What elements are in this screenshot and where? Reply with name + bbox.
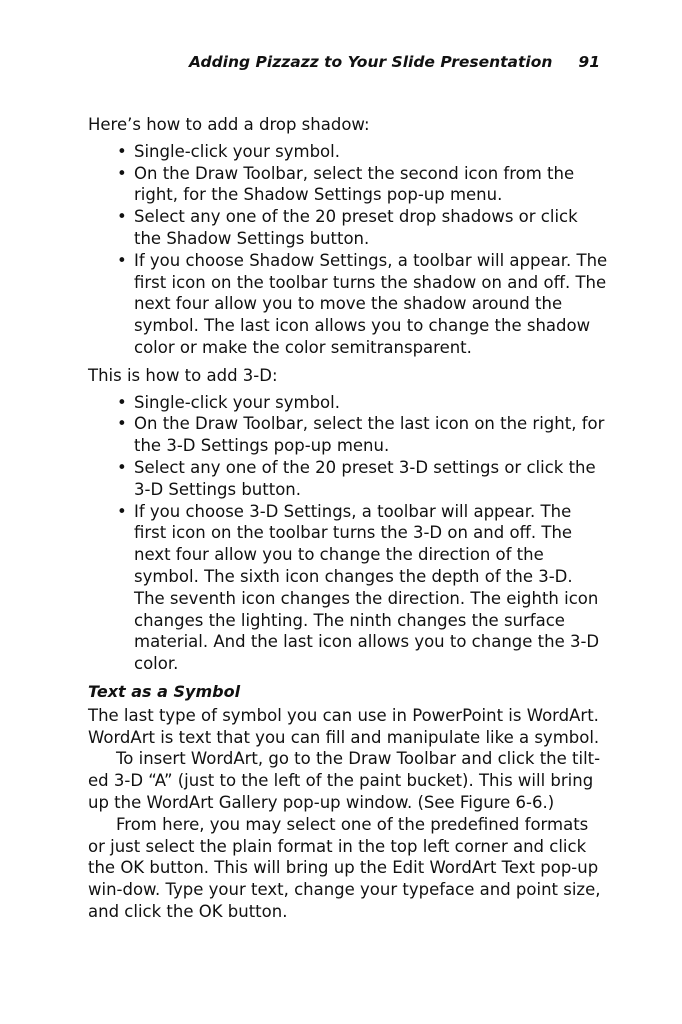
body-paragraph: To insert WordArt, go to the Draw Toolbar and click the tilt-ed 3-D “A” (just to the left of the paint bucket). This will bring up the WordArt Gallery pop-up window. (See Figure 6-6.)	[88, 749, 601, 812]
list-item-text: If you choose Shadow Settings, a toolbar will appear. The first icon on the toolbar turns the shadow on and off. The next four allow you to move the shadow around the symbol. The last icon allows you to change the shadow color or make the color semitransparent.	[134, 250, 608, 357]
bullet-icon: •	[117, 207, 127, 227]
bullet-icon: •	[117, 414, 127, 434]
body-paragraph: From here, you may select one of the predefined formats or just select the plain format in the top left corner and click the OK button. This will bring up the Edit WordArt Text pop-up win-dow. Type your text, change your typeface and point size, and click the OK button.	[88, 814, 601, 921]
bullet-icon: •	[117, 392, 127, 412]
bullet-icon: •	[117, 141, 127, 161]
running-header	[0, 53, 600, 71]
bullet-icon: •	[117, 501, 127, 521]
list-item-text: Single-click your symbol.	[134, 392, 340, 412]
body-paragraph: The last type of symbol you can use in PowerPoint is WordArt. WordArt is text that you can fill and manipulate like a symbol.	[88, 705, 600, 747]
bullet-icon: •	[117, 457, 127, 477]
section-heading: Text as a Symbol	[88, 681, 241, 701]
page-body	[88, 114, 608, 923]
list-item	[116, 141, 608, 163]
page-number: 91	[578, 53, 600, 71]
bullet-icon: •	[117, 250, 127, 270]
list-item	[116, 392, 608, 414]
list-item	[116, 206, 608, 250]
list-item-text: On the Draw Toolbar, select the last icon on the right, for the 3-D Settings pop-up menu.	[134, 414, 605, 456]
running-header-title: Adding Pizzazz to Your Slide Presentation	[188, 53, 553, 71]
threed-steps-list	[88, 392, 608, 675]
list-item	[116, 163, 608, 207]
list-item	[116, 250, 608, 359]
list-item-text: If you choose 3-D Settings, a toolbar will appear. The first icon on the toolbar turns the 3-D on and off. The next four allow you to change the direction of the symbol. The sixth icon changes the depth of the 3-D. The seventh icon changes the direction. The eighth icon changes the lighting. The ninth changes the surface material. And the last icon allows you to change the 3-D color.	[134, 501, 600, 674]
list-item	[116, 501, 608, 675]
shadow-steps-list	[88, 141, 608, 359]
shadow-intro: Here’s how to add a drop shadow:	[88, 115, 370, 134]
list-item-text: Single-click your symbol.	[134, 141, 340, 161]
bullet-icon: •	[117, 163, 127, 183]
threed-intro: This is how to add 3-D:	[88, 365, 278, 385]
list-item-text: On the Draw Toolbar, select the second icon from the right, for the Shadow Settings pop-up menu.	[134, 163, 575, 205]
list-item	[116, 413, 608, 457]
list-item	[116, 457, 608, 501]
list-item-text: Select any one of the 20 preset drop shadows or click the Shadow Settings button.	[134, 207, 578, 248]
list-item-text: Select any one of the 20 preset 3-D settings or click the 3-D Settings button.	[134, 457, 596, 499]
